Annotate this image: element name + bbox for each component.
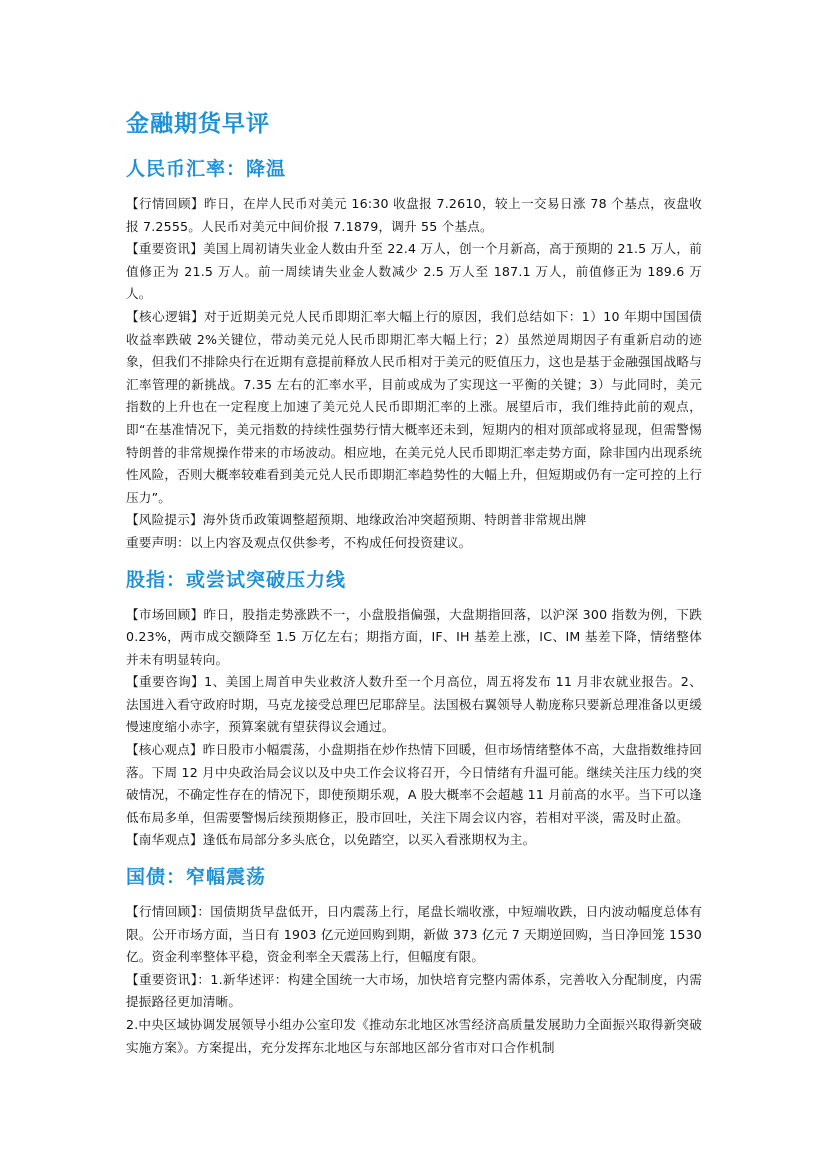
paragraph-nanhua-view: 【南华观点】逢低布局部分多头底仓，以免踏空，以买入看涨期权为主。	[126, 832, 536, 848]
paragraph-market-review: 【行情回顾】：国债期货早盘低开，日内震荡上行，尾盘长端收涨，中短端收跌，日内波动幅度总体有限。公开市场方面，当日有 1903 亿元逆回购到期，新做 373 亿元 7 天期逆回购，当日净回笼 1530 亿。资金利率整体平稳，资金利率全天震荡上行，但幅度有限。	[126, 904, 702, 965]
section-heading: 国债：窄幅震荡	[126, 866, 267, 889]
section-heading: 股指：或尝试突破压力线	[126, 568, 347, 591]
paragraph-key-news: 【重要资讯】美国上周初请失业金人数由升至 22.4 万人，创一个月新高，高于预期的 21.5 万人，前值修正为 21.5 万人。前一周续请失业金人数减少 2.5 万人至 187.1 万人，前值修正为 189.6 万人。	[126, 241, 702, 302]
section-stock-index	[126, 564, 702, 853]
paragraph-disclaimer: 重要声明：以上内容及观点仅供参考，不构成任何投资建议。	[126, 534, 472, 550]
document-title: 金融期货早评	[126, 111, 270, 137]
paragraph-key-news-2: 2.中央区域协调发展领导小组办公室印发《推动东北地区冰雪经济高质量发展助力全面振兴取得新突破实施方案》。方案提出，充分发挥东北地区与东部地区部分省市对口合作机制	[126, 1017, 702, 1055]
paragraph-key-news: 【重要资讯】：1.新华述评：构建全国统一大市场，加快培育完整内需体系，完善收入分配制度，内需提振路径更加清晰。	[126, 971, 702, 1010]
document-page	[126, 0, 702, 1059]
paragraph-risk-warning: 【风险提示】海外货币政策调整超预期、地缘政治冲突超预期、特朗普非常规出牌	[126, 512, 587, 528]
section-heading: 人民币汇率：降温	[126, 158, 287, 180]
section-rmb	[126, 153, 702, 555]
paragraph-market-review: 【市场回顾】昨日，股指走势涨跌不一，小盘股指偏强，大盘期指回落，以沪深 300 指数为例，下跌 0.23%，两市成交额降至 1.5 万亿左右；期指方面，IF、IH 基差上涨，IC、IM 基差下降，情绪整体并未有明显转向。	[126, 606, 702, 667]
paragraph-core-logic: 【核心逻辑】对于近期美元兑人民币即期汇率大幅上行的原因，我们总结如下：1）10 年期中国国债收益率跌破 2%关键位，带动美元兑人民币即期汇率大幅上行；2）虽然逆周期因子有重新启动的迹象，但我们不排除央行在近期有意提前释放人民币相对于美元的贬值压力，这也是基于金融强国战略与汇率管理的新挑战。7.35 左右的汇率水平，目前或成为了实现这一平衡的关键；3）与此同时，美元指数的上升也在一定程度上加速了美元兑人民币即期汇率的上涨。展望后市，我们维持此前的观点，即“在基准情况下，美元指数的持续性强势行情大概率还未到，短期内的相对顶部或将显现，但需警惕特朗普的非常规操作带来的市场波动。相应地，在美元兑人民币即期汇率走势方面，除非国内出现系统性风险，否则大概率较难看到美元兑人民币即期汇率趋势性的大幅上升，但短期或仍有一定可控的上行压力”。	[126, 308, 702, 505]
paragraph-market-review: 【行情回顾】昨日，在岸人民币对美元 16:30 收盘报 7.2610，较上一交易日涨 78 个基点，夜盘收报 7.2555。人民币对美元中间价报 7.1879，调升 55 个基点。	[126, 196, 702, 234]
paragraph-key-news: 【重要咨询】1、美国上周首申失业救济人数升至一个月高位，周五将发布 11 月非农就业报告。2、法国进入看守政府时期，马克龙接受总理巴尼耶辞呈。法国极右翼领导人勒庞称只要新总理准备以更缓慢速度缩小赤字，预算案就有望获得议会通过。	[126, 674, 702, 735]
section-treasury-bond	[126, 861, 702, 1059]
paragraph-core-view: 【核心观点】昨日股市小幅震荡，小盘期指在炒作热情下回暖，但市场情绪整体不高，大盘指数维持回落。下周 12 月中央政治局会议以及中央工作会议将召开，今日情绪有升温可能。继续关注压力线的突破情况，不确定性存在的情况下，即使预期乐观，A 股大概率不会超越 11 月前高的水平。当下可以逢低布局多单，但需要警惕后续预期修正，股市回吐，关注下周会议内容，若相对平淡，需及时止盈。	[126, 742, 702, 825]
